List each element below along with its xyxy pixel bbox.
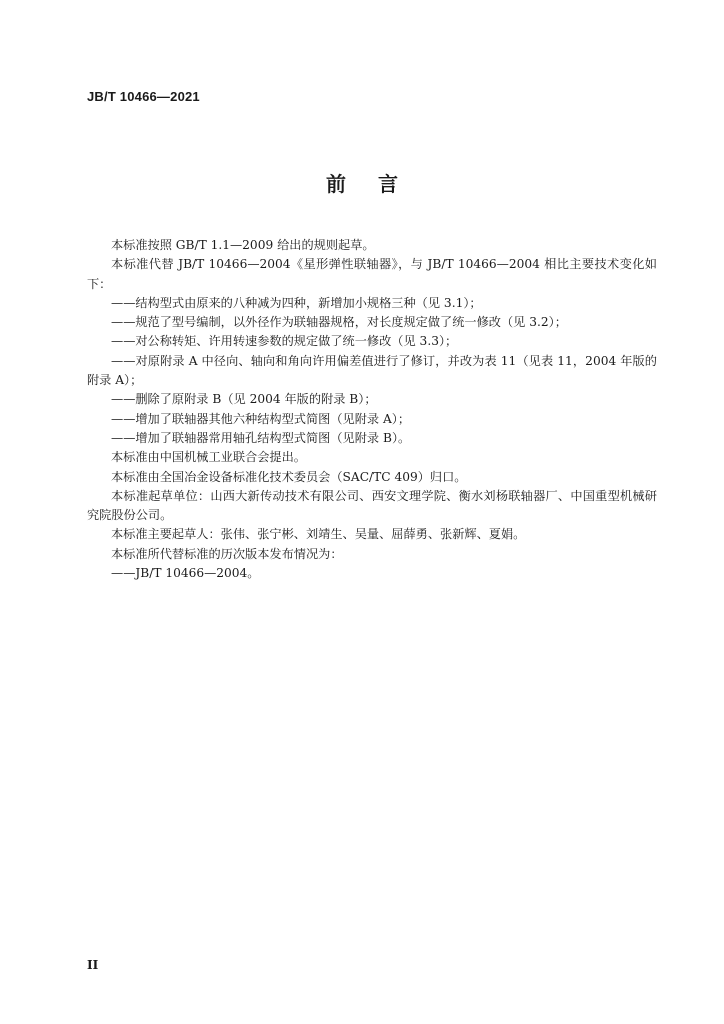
change-item-deviation: ——对原附录 A 中径向、轴向和角向许用偏差值进行了修订，并改为表 11（见表 11，2004 年版的附录 A）； [87, 353, 657, 388]
paragraph-drafting-rules: 本标准按照 GB/T 1.1—2009 给出的规则起草。 [111, 238, 375, 252]
paragraph-proposer: 本标准由中国机械工业联合会提出。 [111, 450, 306, 465]
paragraph-drafters: 本标准主要起草人：张伟、张宁彬、刘靖生、吴量、屈薛勇、张新辉、夏娟。 [111, 527, 526, 542]
title-part-1: 前 [326, 172, 346, 196]
paragraph-history: 本标准所代替标准的历次版本发布情况为： [111, 546, 343, 561]
change-item-delete-appendix-b: ——删除了原附录 B（见 2004 年版的附录 B）； [111, 392, 377, 407]
paragraph-drafting-units: 本标准起草单位：山西大新传动技术有限公司、西安文理学院、衡水刘杨联轴器厂、中国重型机械研究院股份公司。 [87, 488, 657, 523]
paragraph-replacement: 本标准代替 JB/T 10466—2004《星形弹性联轴器》，与 JB/T 10466—2004 相比主要技术变化如下： [87, 257, 657, 291]
page-number: II [87, 958, 99, 972]
standard-code-header: JB/T 10466—2021 [87, 89, 200, 104]
page-title [0, 172, 724, 196]
change-item-torque: ——对公称转矩、许用转速参数的规定做了统一修改（见 3.3）； [111, 334, 458, 349]
change-item-structure: ——结构型式由原来的八种减为四种，新增加小规格三种（见 3.1）； [111, 295, 482, 310]
history-item: ——JB/T 10466—2004。 [111, 566, 260, 581]
foreword-body [87, 236, 657, 583]
change-item-model: ——规范了型号编制，以外径作为联轴器规格，对长度规定做了统一修改（见 3.2）； [111, 315, 567, 330]
paragraph-committee: 本标准由全国冶金设备标准化技术委员会（SAC/TC 409）归口。 [111, 469, 467, 484]
title-part-2: 言 [378, 172, 398, 196]
change-item-add-appendix-b: ——增加了联轴器常用轴孔结构型式简图（见附录 B）。 [111, 430, 411, 445]
change-item-add-appendix-a: ——增加了联轴器其他六种结构型式简图（见附录 A）； [111, 411, 411, 426]
